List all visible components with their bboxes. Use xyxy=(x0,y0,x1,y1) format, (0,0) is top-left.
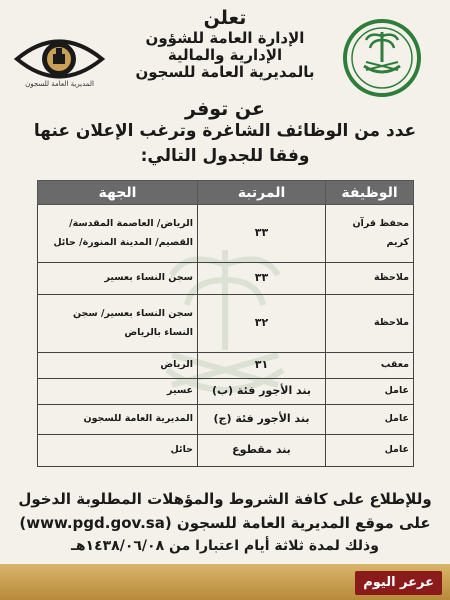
table-row xyxy=(38,435,414,467)
brand-label: عرعر اليوم xyxy=(355,571,442,595)
prisons-logo-caption: المديرية العامة للسجون xyxy=(25,80,94,88)
rank-cell: ٣١ xyxy=(198,353,326,379)
rank-cell: ٣٣ xyxy=(198,263,326,295)
ministry-seal-icon xyxy=(340,18,425,98)
column-header-place: الجهة xyxy=(38,181,198,205)
table-header-row xyxy=(38,181,414,205)
header-line-6: وفقا للجدول التالي: xyxy=(140,146,310,166)
table-row xyxy=(38,353,414,379)
place-cell: عسير xyxy=(38,379,198,405)
header-line-3: بالمديرية العامة للسجون xyxy=(135,63,315,82)
rank-cell: بند الأجور فئة (ب) xyxy=(198,379,326,405)
job-cell: عامل xyxy=(326,379,414,405)
place-cell: المديرية العامة للسجون xyxy=(38,405,198,435)
rank-cell: ٣٣ xyxy=(198,205,326,263)
place-cell: حائل xyxy=(38,435,198,467)
footer-line-3: وذلك لمدة ثلاثة أيام اعتبارا من ١٤٣٨/٠٦/٠٨هـ xyxy=(71,538,379,554)
place-cell: الرياض/ العاصمة المقدسة/ القصيم/ المدينة المنورة/ حائل xyxy=(38,205,198,263)
table-row xyxy=(38,205,414,263)
table-row xyxy=(38,263,414,295)
footer-line-1: وللإطلاع على كافة الشروط والمؤهلات المطلوبة الدخول xyxy=(18,490,432,508)
job-cell: عامل xyxy=(326,435,414,467)
column-header-job: الوظيفة xyxy=(326,181,414,205)
table-row xyxy=(38,295,414,353)
place-cell: سجن النساء بعسير/ سجن النساء بالرياض xyxy=(38,295,198,353)
job-cell: معقب xyxy=(326,353,414,379)
rank-cell: بند الأجور فئة (ج) xyxy=(198,405,326,435)
place-cell: الرياض xyxy=(38,353,198,379)
announcement-header xyxy=(120,8,330,82)
rank-cell: بند مقطوع xyxy=(198,435,326,467)
column-header-rank: المرتبة xyxy=(198,181,326,205)
place-cell: سجن النساء بعسير xyxy=(38,263,198,295)
header-line-4: عن توفر xyxy=(185,98,265,120)
job-cell: ملاحظة xyxy=(326,295,414,353)
table-row xyxy=(38,379,414,405)
footer-line-2: على موقع المديرية العامة للسجون (www.pgd.gov.sa) xyxy=(19,514,431,532)
header-line-5: عدد من الوظائف الشاغرة وترغب الإعلان عنها xyxy=(33,121,417,141)
header-line-2: الإدارة العامة للشؤون الإدارية والمالية xyxy=(145,28,305,65)
jobs-table xyxy=(37,180,414,467)
job-cell: ملاحظة xyxy=(326,263,414,295)
jobs-table-container xyxy=(37,180,413,470)
job-cell: عامل xyxy=(326,405,414,435)
rank-cell: ٣٢ xyxy=(198,295,326,353)
header-line-1: تعلن xyxy=(203,7,247,29)
table-row xyxy=(38,405,414,435)
job-cell: محفظ قرآن كريم xyxy=(326,205,414,263)
